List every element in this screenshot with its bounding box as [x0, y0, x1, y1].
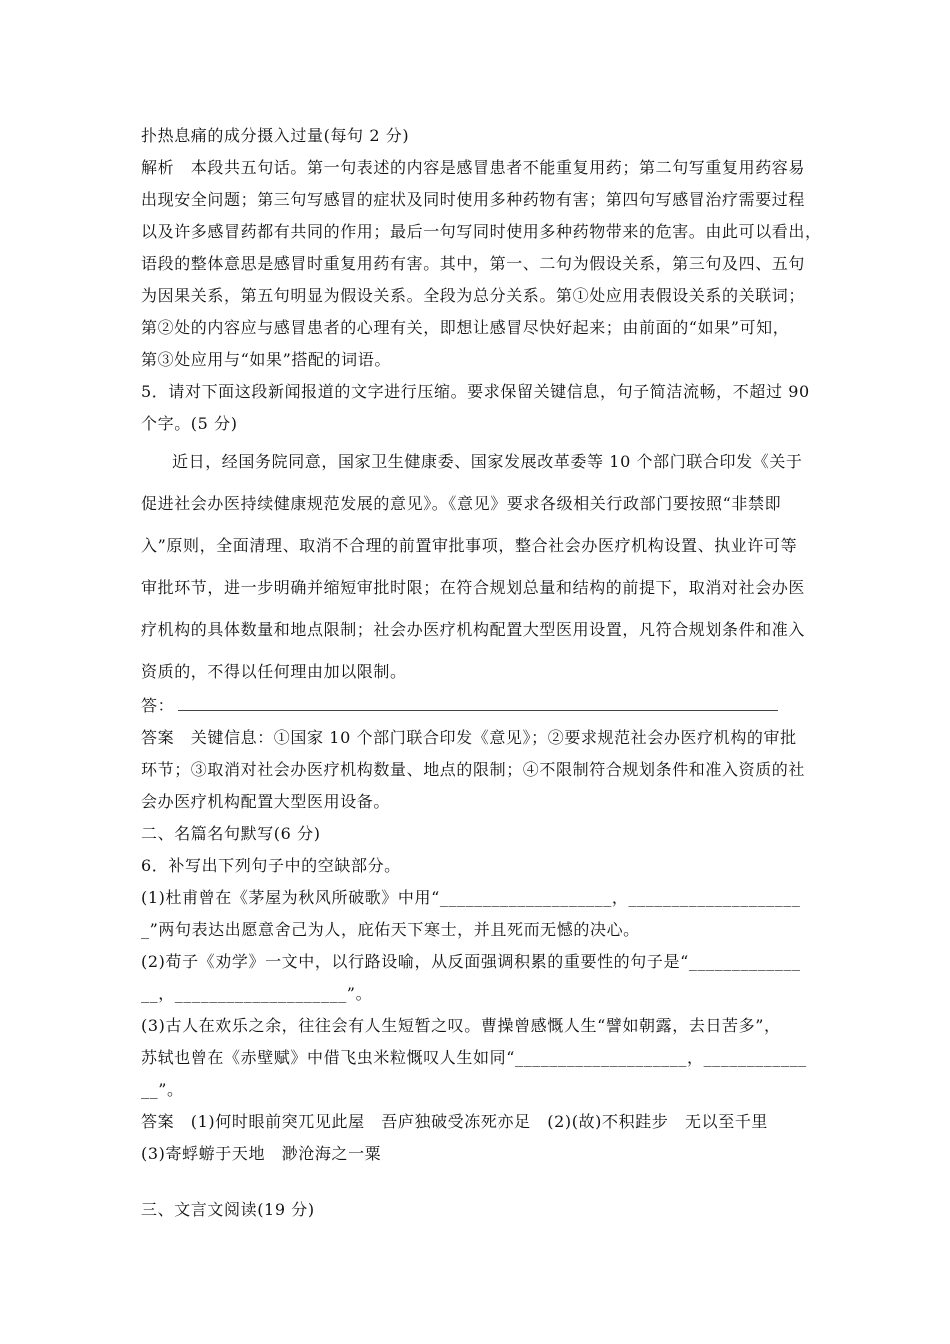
text-line: (3)古人在欢乐之余，往往会有人生短暂之叹。曹操曾感慨人生“譬如朝露，去日苦多”，: [141, 1016, 781, 1035]
fill-blank-line: (2)荀子《劝学》一文中，以行路设喻，从反面强调积累的重要性的句子是“_____________: [141, 952, 801, 971]
news-passage-line: 促进社会办医持续健康规范发展的意见》。《意见》要求各级相关行政部门要按照“非禁即: [141, 494, 782, 513]
fill-blank-line: __，____________________”。: [141, 984, 373, 1003]
text-line: 扑热息痛的成分摄入过量(每句 2 分): [141, 126, 410, 145]
text-line: 环节；③取消对社会办医疗机构数量、地点的限制；④不限制符合规划条件和准入资质的社: [141, 760, 806, 779]
news-passage-line: 近日，经国务院同意，国家卫生健康委、国家发展改革委等 10 个部门联合印发《关于: [172, 452, 803, 471]
question-5: 5．请对下面这段新闻报道的文字进行压缩。要求保留关键信息，句子简洁流畅，不超过 90: [141, 382, 810, 401]
fill-blank-line: 苏轼也曾在《赤壁赋》中借飞虫米粒慨叹人生如同“____________________，____________: [141, 1048, 807, 1067]
question-6: 6．补写出下列句子中的空缺部分。: [141, 856, 401, 875]
text-line: 个字。(5 分): [141, 414, 238, 433]
answer-line: 答案 (1)何时眼前突兀见此屋 吾庐独破受冻死亦足 (2)(故)不积跬步 无以至千里: [141, 1112, 769, 1131]
analysis-line: 解析 本段共五句话。第一句表述的内容是感冒患者不能重复用药；第二句写重复用药容易: [141, 158, 806, 177]
text-line: (3)寄蜉蝣于天地 渺沧海之一粟: [141, 1144, 382, 1163]
fill-blank-line: (1)杜甫曾在《茅屋为秋风所破歌》中用“____________________，____________________: [141, 888, 801, 907]
news-passage-line: 资质的，不得以任何理由加以限制。: [141, 662, 407, 681]
text-line: 第②处的内容应与感冒患者的心理有关，即想让感冒尽快好起来；由前面的“如果”可知，: [141, 318, 790, 337]
text-line: 会办医疗机构配置大型医用设备。: [141, 792, 391, 811]
text-line: 第③处应用与“如果”搭配的词语。: [141, 350, 391, 369]
section-heading: 三、文言文阅读(19 分): [141, 1200, 315, 1219]
text-line: 以及许多感冒药都有共同的作用；最后一句写同时使用多种药物带来的危害。由此可以看出，: [141, 222, 822, 241]
text-line: 出现安全问题；第三句写感冒的症状及同时使用多种药物有害；第四句写感冒治疗需要过程: [141, 190, 806, 209]
answer-line: 答案 关键信息：①国家 10 个部门联合印发《意见》；②要求规范社会办医疗机构的审批: [141, 728, 797, 747]
news-passage-line: 审批环节，进一步明确并缩短审批时限；在符合规划总量和结构的前提下，取消对社会办医: [141, 578, 806, 597]
section-heading: 二、名篇名句默写(6 分): [141, 824, 321, 843]
news-passage-line: 入”原则，全面清理、取消不合理的前置审批事项，整合社会办医疗机构设置、执业许可等: [141, 536, 798, 555]
news-passage-line: 疗机构的具体数量和地点限制；社会办医疗机构配置大型医用设置，凡符合规划条件和准入: [141, 620, 806, 639]
answer-label: 答：: [141, 696, 821, 716]
answer-blank-line[interactable]: [178, 696, 778, 711]
fill-blank-line: __”。: [141, 1080, 184, 1099]
text-line: 语段的整体意思是感冒时重复用药有害。其中，第一、二句为假设关系，第三句及四、五句: [141, 254, 806, 273]
text-line: _”两句表达出愿意舍己为人，庇佑天下寒士，并且死而无憾的决心。: [141, 920, 640, 939]
text-line: 为因果关系，第五句明显为假设关系。全段为总分关系。第①处应用表假设关系的关联词；: [141, 286, 806, 305]
